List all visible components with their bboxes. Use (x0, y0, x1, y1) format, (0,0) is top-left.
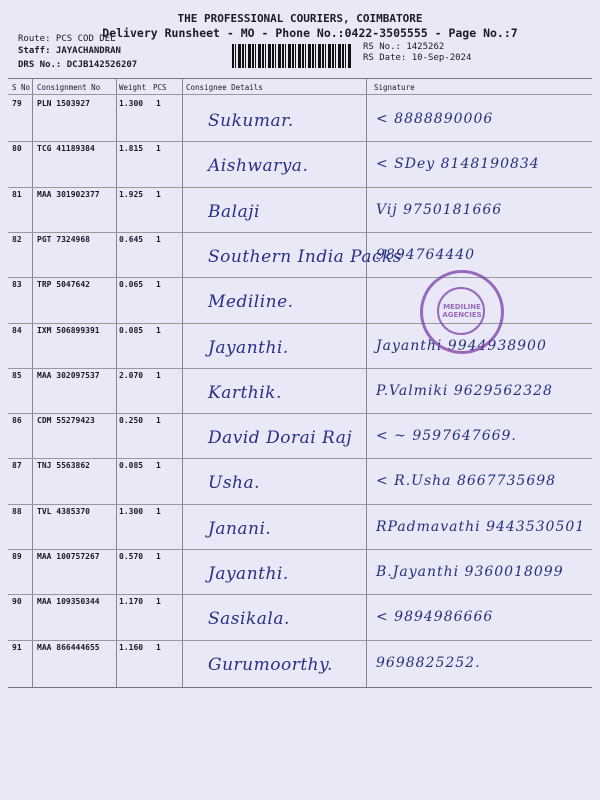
row-pcs: 1 (156, 597, 161, 607)
drs-number: DRS No.: DCJB142526207 (18, 60, 138, 70)
row-pcs: 1 (156, 642, 161, 652)
row-pcs: 1 (156, 506, 161, 516)
col-header-consignee: Consignee Details (186, 83, 263, 92)
col-header-sno: S No (12, 83, 31, 92)
company-stamp (420, 270, 504, 354)
table-row (8, 97, 592, 142)
row-consignment-no: MAA 109350344 (37, 597, 100, 607)
signature: < 9894986666 (376, 609, 494, 626)
consignee-name: Karthik. (208, 382, 282, 403)
table-row (8, 324, 592, 369)
staff: Staff: JAYACHANDRAN (18, 46, 121, 56)
rs-date: RS Date: 10-Sep-2024 (363, 53, 472, 63)
consignee-name: Southern India Packs (208, 246, 403, 267)
signature: 9698825252. (376, 654, 481, 671)
col-header-consignment: Consignment No (37, 83, 101, 92)
consignee-name: Mediline. (208, 292, 294, 313)
signature: < R.Usha 8667735698 (376, 473, 557, 490)
col-header-weight: Weight (119, 83, 147, 92)
row-consignment-no: TRP 5047642 (37, 280, 90, 290)
row-consignment-no: IXM 506899391 (37, 325, 100, 335)
col-header-pcs: PCS (153, 83, 167, 92)
stamp-text: MEDILINE AGENCIES (442, 303, 482, 319)
row-consignment-no: CDM 55279423 (37, 416, 95, 426)
row-pcs: 1 (156, 416, 161, 426)
row-sno: 91 (12, 642, 22, 652)
row-weight: 0.645 (119, 234, 144, 244)
row-weight: 1.815 (119, 144, 144, 154)
signature: < SDey 8148190834 (376, 156, 540, 173)
row-weight: 0.085 (119, 325, 144, 335)
row-consignment-no: MAA 301902377 (37, 189, 100, 199)
row-weight: 2.070 (119, 370, 144, 380)
row-consignment-no: MAA 100757267 (37, 552, 100, 561)
row-weight: 0.570 (119, 552, 144, 561)
row-weight: 1.160 (119, 642, 144, 652)
table-row (8, 414, 592, 459)
header-divider (8, 94, 592, 95)
row-sno: 86 (12, 416, 22, 426)
row-weight: 0.065 (119, 280, 144, 290)
row-pcs: 1 (156, 99, 161, 108)
row-sno: 81 (12, 189, 22, 199)
consignee-name: Jayanthi. (208, 337, 289, 358)
row-consignment-no: PLN 1503927 (37, 99, 90, 108)
table-row (8, 369, 592, 414)
row-sno: 89 (12, 552, 22, 561)
row-sno: 85 (12, 370, 22, 380)
consignee-name: Sukumar. (208, 111, 294, 131)
row-weight: 1.300 (119, 99, 144, 108)
consignee-name: Balaji (208, 201, 260, 222)
runsheet-title: THE PROFESSIONAL COURIERS, COIMBATORE (177, 12, 423, 25)
row-sno: 87 (12, 461, 22, 471)
signature: Jayanthi 9944938900 (376, 337, 547, 354)
row-sno: 83 (12, 280, 22, 290)
signature: 9894764440 (376, 246, 476, 263)
row-sno: 82 (12, 234, 22, 244)
row-sno: 88 (12, 506, 22, 516)
row-sno: 79 (12, 99, 22, 108)
row-weight: 1.170 (119, 597, 144, 607)
row-weight: 1.300 (119, 506, 144, 516)
table-row (8, 142, 592, 187)
row-pcs: 1 (156, 552, 161, 561)
consignee-name: Aishwarya. (208, 156, 309, 177)
table-row (8, 550, 592, 595)
consignee-name: David Dorai Raj (208, 428, 353, 449)
row-pcs: 1 (156, 280, 161, 290)
row-consignment-no: TNJ 5563862 (37, 461, 90, 471)
row-pcs: 1 (156, 370, 161, 380)
row-pcs: 1 (156, 325, 161, 335)
row-pcs: 1 (156, 234, 161, 244)
row-weight: 1.925 (119, 189, 144, 199)
signature: B.Jayanthi 9360018099 (376, 564, 564, 580)
row-sno: 84 (12, 325, 22, 335)
signature: P.Valmiki 9629562328 (376, 382, 553, 399)
runsheet-subtitle: Delivery Runsheet - MO - Phone No.:0422-3505555 - Page No.:7 (102, 26, 518, 40)
runsheet-table (8, 78, 592, 688)
row-sno: 90 (12, 597, 22, 607)
row-consignment-no: TVL 4385370 (37, 506, 90, 516)
table-row (8, 459, 592, 504)
row-weight: 0.250 (119, 416, 144, 426)
table-row (8, 233, 592, 278)
row-sno: 80 (12, 144, 22, 154)
table-row (8, 188, 592, 233)
table-row (8, 641, 592, 686)
rs-number: RS No.: 1425262 (363, 42, 445, 52)
row-consignment-no: MAA 866444655 (37, 642, 100, 652)
consignee-name: Usha. (208, 473, 261, 494)
consignee-name: Sasikala. (208, 609, 290, 630)
row-consignment-no: PGT 7324968 (37, 234, 90, 244)
row-pcs: 1 (156, 189, 161, 199)
barcode (232, 44, 352, 68)
row-consignment-no: TCG 41189384 (37, 144, 95, 154)
table-row (8, 278, 592, 323)
consignee-name: Janani. (208, 518, 272, 539)
signature: RPadmavathi 9443530501 (376, 518, 586, 535)
row-consignment-no: MAA 302097537 (37, 370, 100, 380)
route: Route: PCS COD DEL (18, 34, 116, 44)
signature: Vij 9750181666 (376, 201, 503, 218)
consignee-name: Jayanthi. (208, 564, 289, 584)
row-pcs: 1 (156, 461, 161, 471)
signature: < 8888890006 (376, 111, 494, 127)
table-row (8, 595, 592, 640)
row-pcs: 1 (156, 144, 161, 154)
table-row (8, 505, 592, 550)
consignee-name: Gurumoorthy. (208, 654, 333, 675)
row-weight: 0.085 (119, 461, 144, 471)
signature: < ~ 9597647669. (376, 428, 517, 445)
col-header-signature: Signature (374, 83, 415, 92)
